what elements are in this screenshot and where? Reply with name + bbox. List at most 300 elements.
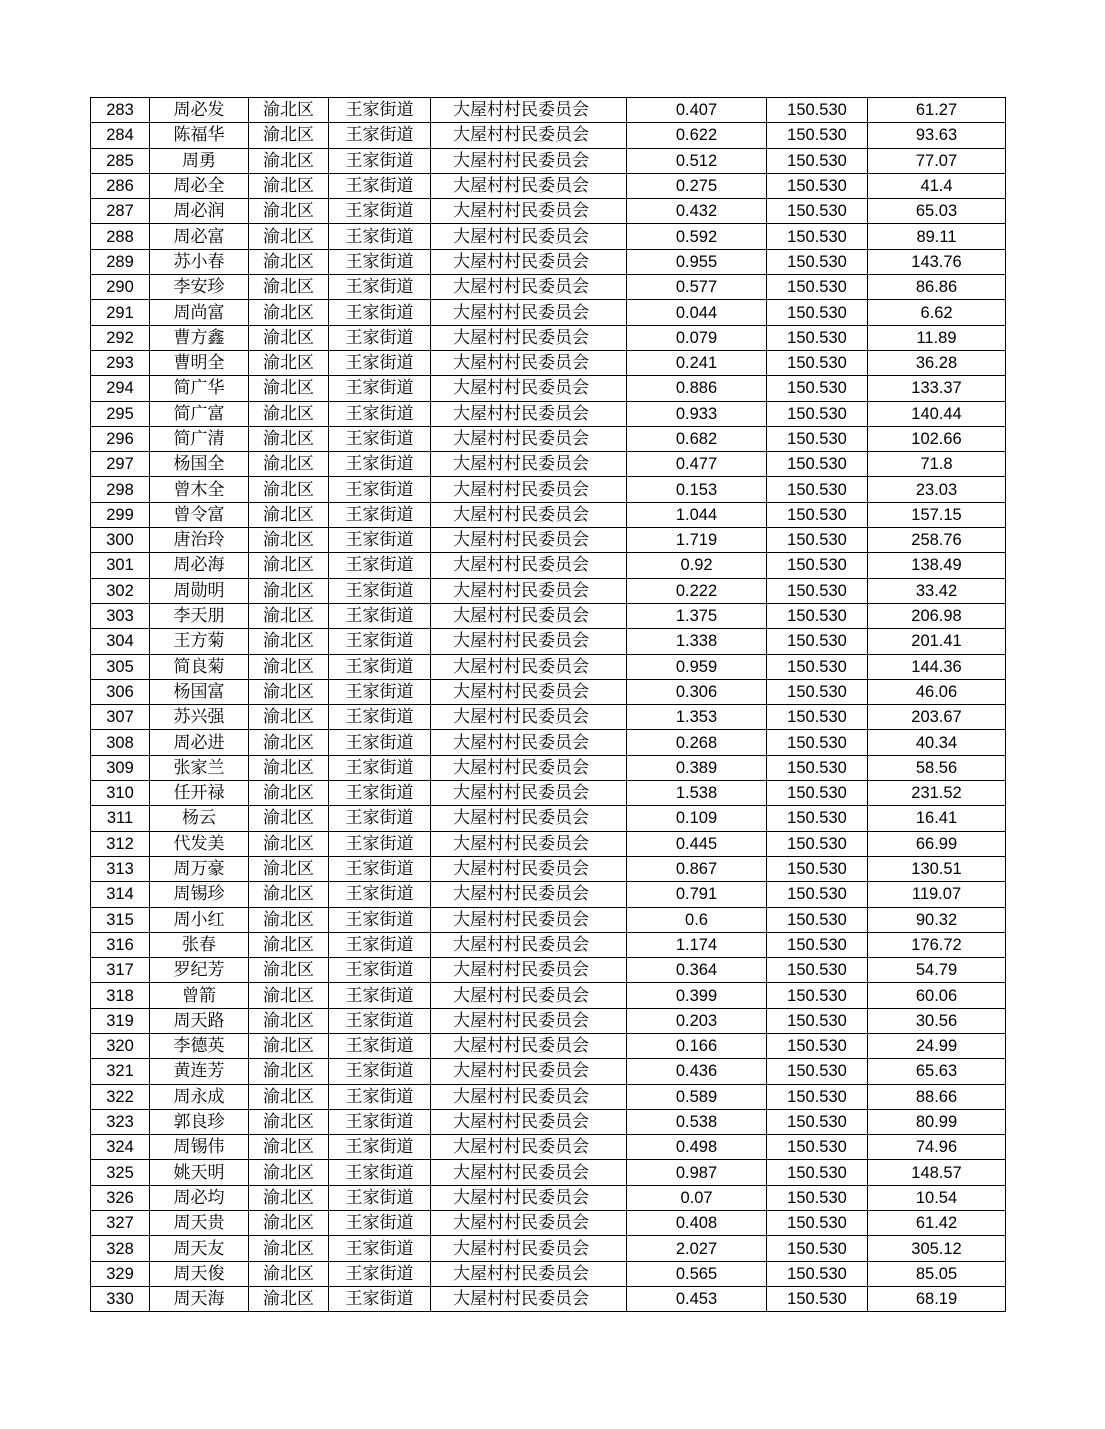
district-cell: 渝北区 — [249, 882, 329, 907]
street-cell: 王家街道 — [329, 603, 431, 628]
name-cell: 周尚富 — [150, 300, 249, 325]
committee-cell: 大屋村村民委员会 — [431, 654, 627, 679]
row-number-cell: 305 — [91, 654, 150, 679]
rate-cell: 150.530 — [767, 730, 868, 755]
table-row — [91, 1236, 1006, 1261]
row-number-cell: 320 — [91, 1033, 150, 1058]
name-cell: 张家兰 — [150, 755, 249, 780]
committee-cell: 大屋村村民委员会 — [431, 1109, 627, 1134]
rate-cell: 150.530 — [767, 452, 868, 477]
rate-cell: 150.530 — [767, 603, 868, 628]
area-cell: 0.432 — [627, 199, 767, 224]
name-cell: 周必润 — [150, 199, 249, 224]
name-cell: 简良菊 — [150, 654, 249, 679]
row-number-cell: 287 — [91, 199, 150, 224]
street-cell: 王家街道 — [329, 705, 431, 730]
row-number-cell: 299 — [91, 502, 150, 527]
table-row — [91, 98, 1006, 123]
district-cell: 渝北区 — [249, 679, 329, 704]
area-cell: 0.399 — [627, 983, 767, 1008]
name-cell: 王方菊 — [150, 629, 249, 654]
table-row — [91, 781, 1006, 806]
area-cell: 0.477 — [627, 452, 767, 477]
rate-cell: 150.530 — [767, 1236, 868, 1261]
name-cell: 周必海 — [150, 553, 249, 578]
area-cell: 1.353 — [627, 705, 767, 730]
amount-cell: 85.05 — [868, 1261, 1006, 1286]
name-cell: 周天贵 — [150, 1211, 249, 1236]
name-cell: 苏兴强 — [150, 705, 249, 730]
street-cell: 王家街道 — [329, 1211, 431, 1236]
row-number-cell: 321 — [91, 1059, 150, 1084]
street-cell: 王家街道 — [329, 831, 431, 856]
district-cell: 渝北区 — [249, 1135, 329, 1160]
amount-cell: 77.07 — [868, 148, 1006, 173]
rate-cell: 150.530 — [767, 578, 868, 603]
committee-cell: 大屋村村民委员会 — [431, 123, 627, 148]
table-row — [91, 553, 1006, 578]
rate-cell: 150.530 — [767, 755, 868, 780]
table-row — [91, 350, 1006, 375]
area-cell: 0.538 — [627, 1109, 767, 1134]
street-cell: 王家街道 — [329, 1185, 431, 1210]
rate-cell: 150.530 — [767, 1008, 868, 1033]
rate-cell: 150.530 — [767, 426, 868, 451]
committee-cell: 大屋村村民委员会 — [431, 1261, 627, 1286]
street-cell: 王家街道 — [329, 452, 431, 477]
amount-cell: 93.63 — [868, 123, 1006, 148]
name-cell: 苏小春 — [150, 249, 249, 274]
table-row — [91, 1261, 1006, 1286]
amount-cell: 203.67 — [868, 705, 1006, 730]
district-cell: 渝北区 — [249, 983, 329, 1008]
rate-cell: 150.530 — [767, 502, 868, 527]
street-cell: 王家街道 — [329, 806, 431, 831]
street-cell: 王家街道 — [329, 1160, 431, 1185]
committee-cell: 大屋村村民委员会 — [431, 781, 627, 806]
area-cell: 2.027 — [627, 1236, 767, 1261]
district-cell: 渝北区 — [249, 199, 329, 224]
committee-cell: 大屋村村民委员会 — [431, 1033, 627, 1058]
rate-cell: 150.530 — [767, 1261, 868, 1286]
committee-cell: 大屋村村民委员会 — [431, 856, 627, 881]
name-cell: 罗纪芳 — [150, 958, 249, 983]
name-cell: 周天友 — [150, 1236, 249, 1261]
street-cell: 王家街道 — [329, 654, 431, 679]
committee-cell: 大屋村村民委员会 — [431, 1008, 627, 1033]
name-cell: 曾木全 — [150, 477, 249, 502]
street-cell: 王家街道 — [329, 1008, 431, 1033]
committee-cell: 大屋村村民委员会 — [431, 148, 627, 173]
street-cell: 王家街道 — [329, 578, 431, 603]
name-cell: 李德英 — [150, 1033, 249, 1058]
street-cell: 王家街道 — [329, 1286, 431, 1311]
table-row — [91, 224, 1006, 249]
name-cell: 周必富 — [150, 224, 249, 249]
name-cell: 周勇 — [150, 148, 249, 173]
committee-cell: 大屋村村民委员会 — [431, 173, 627, 198]
row-number-cell: 325 — [91, 1160, 150, 1185]
committee-cell: 大屋村村民委员会 — [431, 882, 627, 907]
street-cell: 王家街道 — [329, 907, 431, 932]
committee-cell: 大屋村村民委员会 — [431, 1211, 627, 1236]
district-cell: 渝北区 — [249, 502, 329, 527]
amount-cell: 65.03 — [868, 199, 1006, 224]
table-row — [91, 1185, 1006, 1210]
amount-cell: 30.56 — [868, 1008, 1006, 1033]
name-cell: 曹明全 — [150, 350, 249, 375]
name-cell: 姚天明 — [150, 1160, 249, 1185]
district-cell: 渝北区 — [249, 350, 329, 375]
committee-cell: 大屋村村民委员会 — [431, 224, 627, 249]
name-cell: 简广清 — [150, 426, 249, 451]
amount-cell: 86.86 — [868, 275, 1006, 300]
committee-cell: 大屋村村民委员会 — [431, 528, 627, 553]
table-row — [91, 325, 1006, 350]
table-row — [91, 831, 1006, 856]
table-row — [91, 578, 1006, 603]
committee-cell: 大屋村村民委员会 — [431, 1059, 627, 1084]
amount-cell: 201.41 — [868, 629, 1006, 654]
district-cell: 渝北区 — [249, 1033, 329, 1058]
district-cell: 渝北区 — [249, 1059, 329, 1084]
amount-cell: 88.66 — [868, 1084, 1006, 1109]
row-number-cell: 306 — [91, 679, 150, 704]
amount-cell: 16.41 — [868, 806, 1006, 831]
street-cell: 王家街道 — [329, 477, 431, 502]
district-cell: 渝北区 — [249, 300, 329, 325]
area-cell: 0.565 — [627, 1261, 767, 1286]
table-row — [91, 148, 1006, 173]
area-cell: 0.222 — [627, 578, 767, 603]
committee-cell: 大屋村村民委员会 — [431, 477, 627, 502]
row-number-cell: 288 — [91, 224, 150, 249]
name-cell: 简广华 — [150, 376, 249, 401]
committee-cell: 大屋村村民委员会 — [431, 983, 627, 1008]
table-row — [91, 1211, 1006, 1236]
amount-cell: 140.44 — [868, 401, 1006, 426]
table-row — [91, 932, 1006, 957]
street-cell: 王家街道 — [329, 856, 431, 881]
area-cell: 0.791 — [627, 882, 767, 907]
district-cell: 渝北区 — [249, 376, 329, 401]
district-cell: 渝北区 — [249, 553, 329, 578]
row-number-cell: 286 — [91, 173, 150, 198]
amount-cell: 11.89 — [868, 325, 1006, 350]
row-number-cell: 312 — [91, 831, 150, 856]
name-cell: 周天海 — [150, 1286, 249, 1311]
committee-cell: 大屋村村民委员会 — [431, 932, 627, 957]
area-cell: 0.933 — [627, 401, 767, 426]
name-cell: 杨国富 — [150, 679, 249, 704]
amount-cell: 133.37 — [868, 376, 1006, 401]
row-number-cell: 323 — [91, 1109, 150, 1134]
street-cell: 王家街道 — [329, 679, 431, 704]
committee-cell: 大屋村村民委员会 — [431, 199, 627, 224]
table-row — [91, 1059, 1006, 1084]
committee-cell: 大屋村村民委员会 — [431, 603, 627, 628]
district-cell: 渝北区 — [249, 856, 329, 881]
name-cell: 周天俊 — [150, 1261, 249, 1286]
street-cell: 王家街道 — [329, 300, 431, 325]
table-row — [91, 1160, 1006, 1185]
row-number-cell: 310 — [91, 781, 150, 806]
street-cell: 王家街道 — [329, 325, 431, 350]
table-row — [91, 755, 1006, 780]
amount-cell: 89.11 — [868, 224, 1006, 249]
table-row — [91, 882, 1006, 907]
area-cell: 1.538 — [627, 781, 767, 806]
row-number-cell: 283 — [91, 98, 150, 123]
area-cell: 0.867 — [627, 856, 767, 881]
district-cell: 渝北区 — [249, 148, 329, 173]
area-cell: 0.622 — [627, 123, 767, 148]
street-cell: 王家街道 — [329, 1236, 431, 1261]
amount-cell: 60.06 — [868, 983, 1006, 1008]
rate-cell: 150.530 — [767, 856, 868, 881]
district-cell: 渝北区 — [249, 1109, 329, 1134]
area-cell: 0.592 — [627, 224, 767, 249]
amount-cell: 144.36 — [868, 654, 1006, 679]
area-cell: 0.306 — [627, 679, 767, 704]
committee-cell: 大屋村村民委员会 — [431, 1185, 627, 1210]
row-number-cell: 301 — [91, 553, 150, 578]
table-body — [91, 98, 1006, 1312]
name-cell: 周小红 — [150, 907, 249, 932]
row-number-cell: 285 — [91, 148, 150, 173]
row-number-cell: 296 — [91, 426, 150, 451]
table-row — [91, 983, 1006, 1008]
district-cell: 渝北区 — [249, 629, 329, 654]
amount-cell: 54.79 — [868, 958, 1006, 983]
rate-cell: 150.530 — [767, 958, 868, 983]
area-cell: 0.109 — [627, 806, 767, 831]
row-number-cell: 289 — [91, 249, 150, 274]
street-cell: 王家街道 — [329, 1084, 431, 1109]
rate-cell: 150.530 — [767, 1033, 868, 1058]
amount-cell: 119.07 — [868, 882, 1006, 907]
committee-cell: 大屋村村民委员会 — [431, 1236, 627, 1261]
row-number-cell: 284 — [91, 123, 150, 148]
area-cell: 0.682 — [627, 426, 767, 451]
committee-cell: 大屋村村民委员会 — [431, 300, 627, 325]
area-cell: 0.498 — [627, 1135, 767, 1160]
committee-cell: 大屋村村民委员会 — [431, 679, 627, 704]
district-cell: 渝北区 — [249, 249, 329, 274]
committee-cell: 大屋村村民委员会 — [431, 755, 627, 780]
name-cell: 曾箭 — [150, 983, 249, 1008]
rate-cell: 150.530 — [767, 199, 868, 224]
table-row — [91, 452, 1006, 477]
street-cell: 王家街道 — [329, 882, 431, 907]
name-cell: 周天路 — [150, 1008, 249, 1033]
committee-cell: 大屋村村民委员会 — [431, 831, 627, 856]
amount-cell: 305.12 — [868, 1236, 1006, 1261]
rate-cell: 150.530 — [767, 1286, 868, 1311]
committee-cell: 大屋村村民委员会 — [431, 376, 627, 401]
district-cell: 渝北区 — [249, 325, 329, 350]
street-cell: 王家街道 — [329, 426, 431, 451]
name-cell: 简广富 — [150, 401, 249, 426]
committee-cell: 大屋村村民委员会 — [431, 1084, 627, 1109]
row-number-cell: 326 — [91, 1185, 150, 1210]
street-cell: 王家街道 — [329, 199, 431, 224]
committee-cell: 大屋村村民委员会 — [431, 350, 627, 375]
data-table — [90, 97, 1006, 1312]
name-cell: 周必进 — [150, 730, 249, 755]
row-number-cell: 309 — [91, 755, 150, 780]
row-number-cell: 319 — [91, 1008, 150, 1033]
rate-cell: 150.530 — [767, 173, 868, 198]
district-cell: 渝北区 — [249, 654, 329, 679]
rate-cell: 150.530 — [767, 1211, 868, 1236]
amount-cell: 41.4 — [868, 173, 1006, 198]
amount-cell: 143.76 — [868, 249, 1006, 274]
amount-cell: 65.63 — [868, 1059, 1006, 1084]
rate-cell: 150.530 — [767, 781, 868, 806]
district-cell: 渝北区 — [249, 123, 329, 148]
rate-cell: 150.530 — [767, 654, 868, 679]
table-row — [91, 1008, 1006, 1033]
rate-cell: 150.530 — [767, 679, 868, 704]
rate-cell: 150.530 — [767, 553, 868, 578]
row-number-cell: 298 — [91, 477, 150, 502]
name-cell: 周必发 — [150, 98, 249, 123]
amount-cell: 90.32 — [868, 907, 1006, 932]
row-number-cell: 300 — [91, 528, 150, 553]
amount-cell: 36.28 — [868, 350, 1006, 375]
amount-cell: 66.99 — [868, 831, 1006, 856]
rate-cell: 150.530 — [767, 401, 868, 426]
street-cell: 王家街道 — [329, 376, 431, 401]
row-number-cell: 308 — [91, 730, 150, 755]
area-cell: 0.959 — [627, 654, 767, 679]
table-row — [91, 376, 1006, 401]
table-row — [91, 249, 1006, 274]
district-cell: 渝北区 — [249, 1261, 329, 1286]
table-row — [91, 654, 1006, 679]
table-row — [91, 401, 1006, 426]
district-cell: 渝北区 — [249, 1008, 329, 1033]
row-number-cell: 290 — [91, 275, 150, 300]
rate-cell: 150.530 — [767, 629, 868, 654]
row-number-cell: 295 — [91, 401, 150, 426]
name-cell: 周勋明 — [150, 578, 249, 603]
name-cell: 李安珍 — [150, 275, 249, 300]
table-row — [91, 477, 1006, 502]
table-row — [91, 856, 1006, 881]
district-cell: 渝北区 — [249, 275, 329, 300]
street-cell: 王家街道 — [329, 1033, 431, 1058]
district-cell: 渝北区 — [249, 781, 329, 806]
table-row — [91, 907, 1006, 932]
table-row — [91, 502, 1006, 527]
amount-cell: 68.19 — [868, 1286, 1006, 1311]
rate-cell: 150.530 — [767, 1059, 868, 1084]
table-row — [91, 199, 1006, 224]
street-cell: 王家街道 — [329, 98, 431, 123]
area-cell: 0.987 — [627, 1160, 767, 1185]
row-number-cell: 297 — [91, 452, 150, 477]
area-cell: 0.275 — [627, 173, 767, 198]
table-row — [91, 705, 1006, 730]
committee-cell: 大屋村村民委员会 — [431, 1286, 627, 1311]
amount-cell: 206.98 — [868, 603, 1006, 628]
street-cell: 王家街道 — [329, 781, 431, 806]
amount-cell: 138.49 — [868, 553, 1006, 578]
rate-cell: 150.530 — [767, 224, 868, 249]
amount-cell: 46.06 — [868, 679, 1006, 704]
name-cell: 郭良珍 — [150, 1109, 249, 1134]
district-cell: 渝北区 — [249, 1286, 329, 1311]
amount-cell: 102.66 — [868, 426, 1006, 451]
committee-cell: 大屋村村民委员会 — [431, 325, 627, 350]
area-cell: 0.589 — [627, 1084, 767, 1109]
rate-cell: 150.530 — [767, 123, 868, 148]
area-cell: 0.407 — [627, 98, 767, 123]
district-cell: 渝北区 — [249, 705, 329, 730]
street-cell: 王家街道 — [329, 350, 431, 375]
row-number-cell: 314 — [91, 882, 150, 907]
area-cell: 0.241 — [627, 350, 767, 375]
district-cell: 渝北区 — [249, 173, 329, 198]
committee-cell: 大屋村村民委员会 — [431, 705, 627, 730]
row-number-cell: 311 — [91, 806, 150, 831]
amount-cell: 231.52 — [868, 781, 1006, 806]
name-cell: 周必全 — [150, 173, 249, 198]
street-cell: 王家街道 — [329, 1109, 431, 1134]
rate-cell: 150.530 — [767, 932, 868, 957]
area-cell: 0.044 — [627, 300, 767, 325]
area-cell: 0.203 — [627, 1008, 767, 1033]
rate-cell: 150.530 — [767, 376, 868, 401]
name-cell: 李天朋 — [150, 603, 249, 628]
committee-cell: 大屋村村民委员会 — [431, 249, 627, 274]
area-cell: 1.174 — [627, 932, 767, 957]
area-cell: 0.577 — [627, 275, 767, 300]
rate-cell: 150.530 — [767, 148, 868, 173]
street-cell: 王家街道 — [329, 1059, 431, 1084]
rate-cell: 150.530 — [767, 275, 868, 300]
rate-cell: 150.530 — [767, 325, 868, 350]
area-cell: 0.436 — [627, 1059, 767, 1084]
amount-cell: 33.42 — [868, 578, 1006, 603]
district-cell: 渝北区 — [249, 730, 329, 755]
table-row — [91, 173, 1006, 198]
row-number-cell: 293 — [91, 350, 150, 375]
district-cell: 渝北区 — [249, 98, 329, 123]
row-number-cell: 318 — [91, 983, 150, 1008]
area-cell: 1.719 — [627, 528, 767, 553]
committee-cell: 大屋村村民委员会 — [431, 553, 627, 578]
district-cell: 渝北区 — [249, 907, 329, 932]
row-number-cell: 329 — [91, 1261, 150, 1286]
amount-cell: 6.62 — [868, 300, 1006, 325]
district-cell: 渝北区 — [249, 224, 329, 249]
area-cell: 0.886 — [627, 376, 767, 401]
rate-cell: 150.530 — [767, 882, 868, 907]
district-cell: 渝北区 — [249, 1084, 329, 1109]
amount-cell: 10.54 — [868, 1185, 1006, 1210]
street-cell: 王家街道 — [329, 148, 431, 173]
name-cell: 曾令富 — [150, 502, 249, 527]
area-cell: 0.268 — [627, 730, 767, 755]
committee-cell: 大屋村村民委员会 — [431, 502, 627, 527]
row-number-cell: 315 — [91, 907, 150, 932]
amount-cell: 24.99 — [868, 1033, 1006, 1058]
street-cell: 王家街道 — [329, 983, 431, 1008]
district-cell: 渝北区 — [249, 755, 329, 780]
